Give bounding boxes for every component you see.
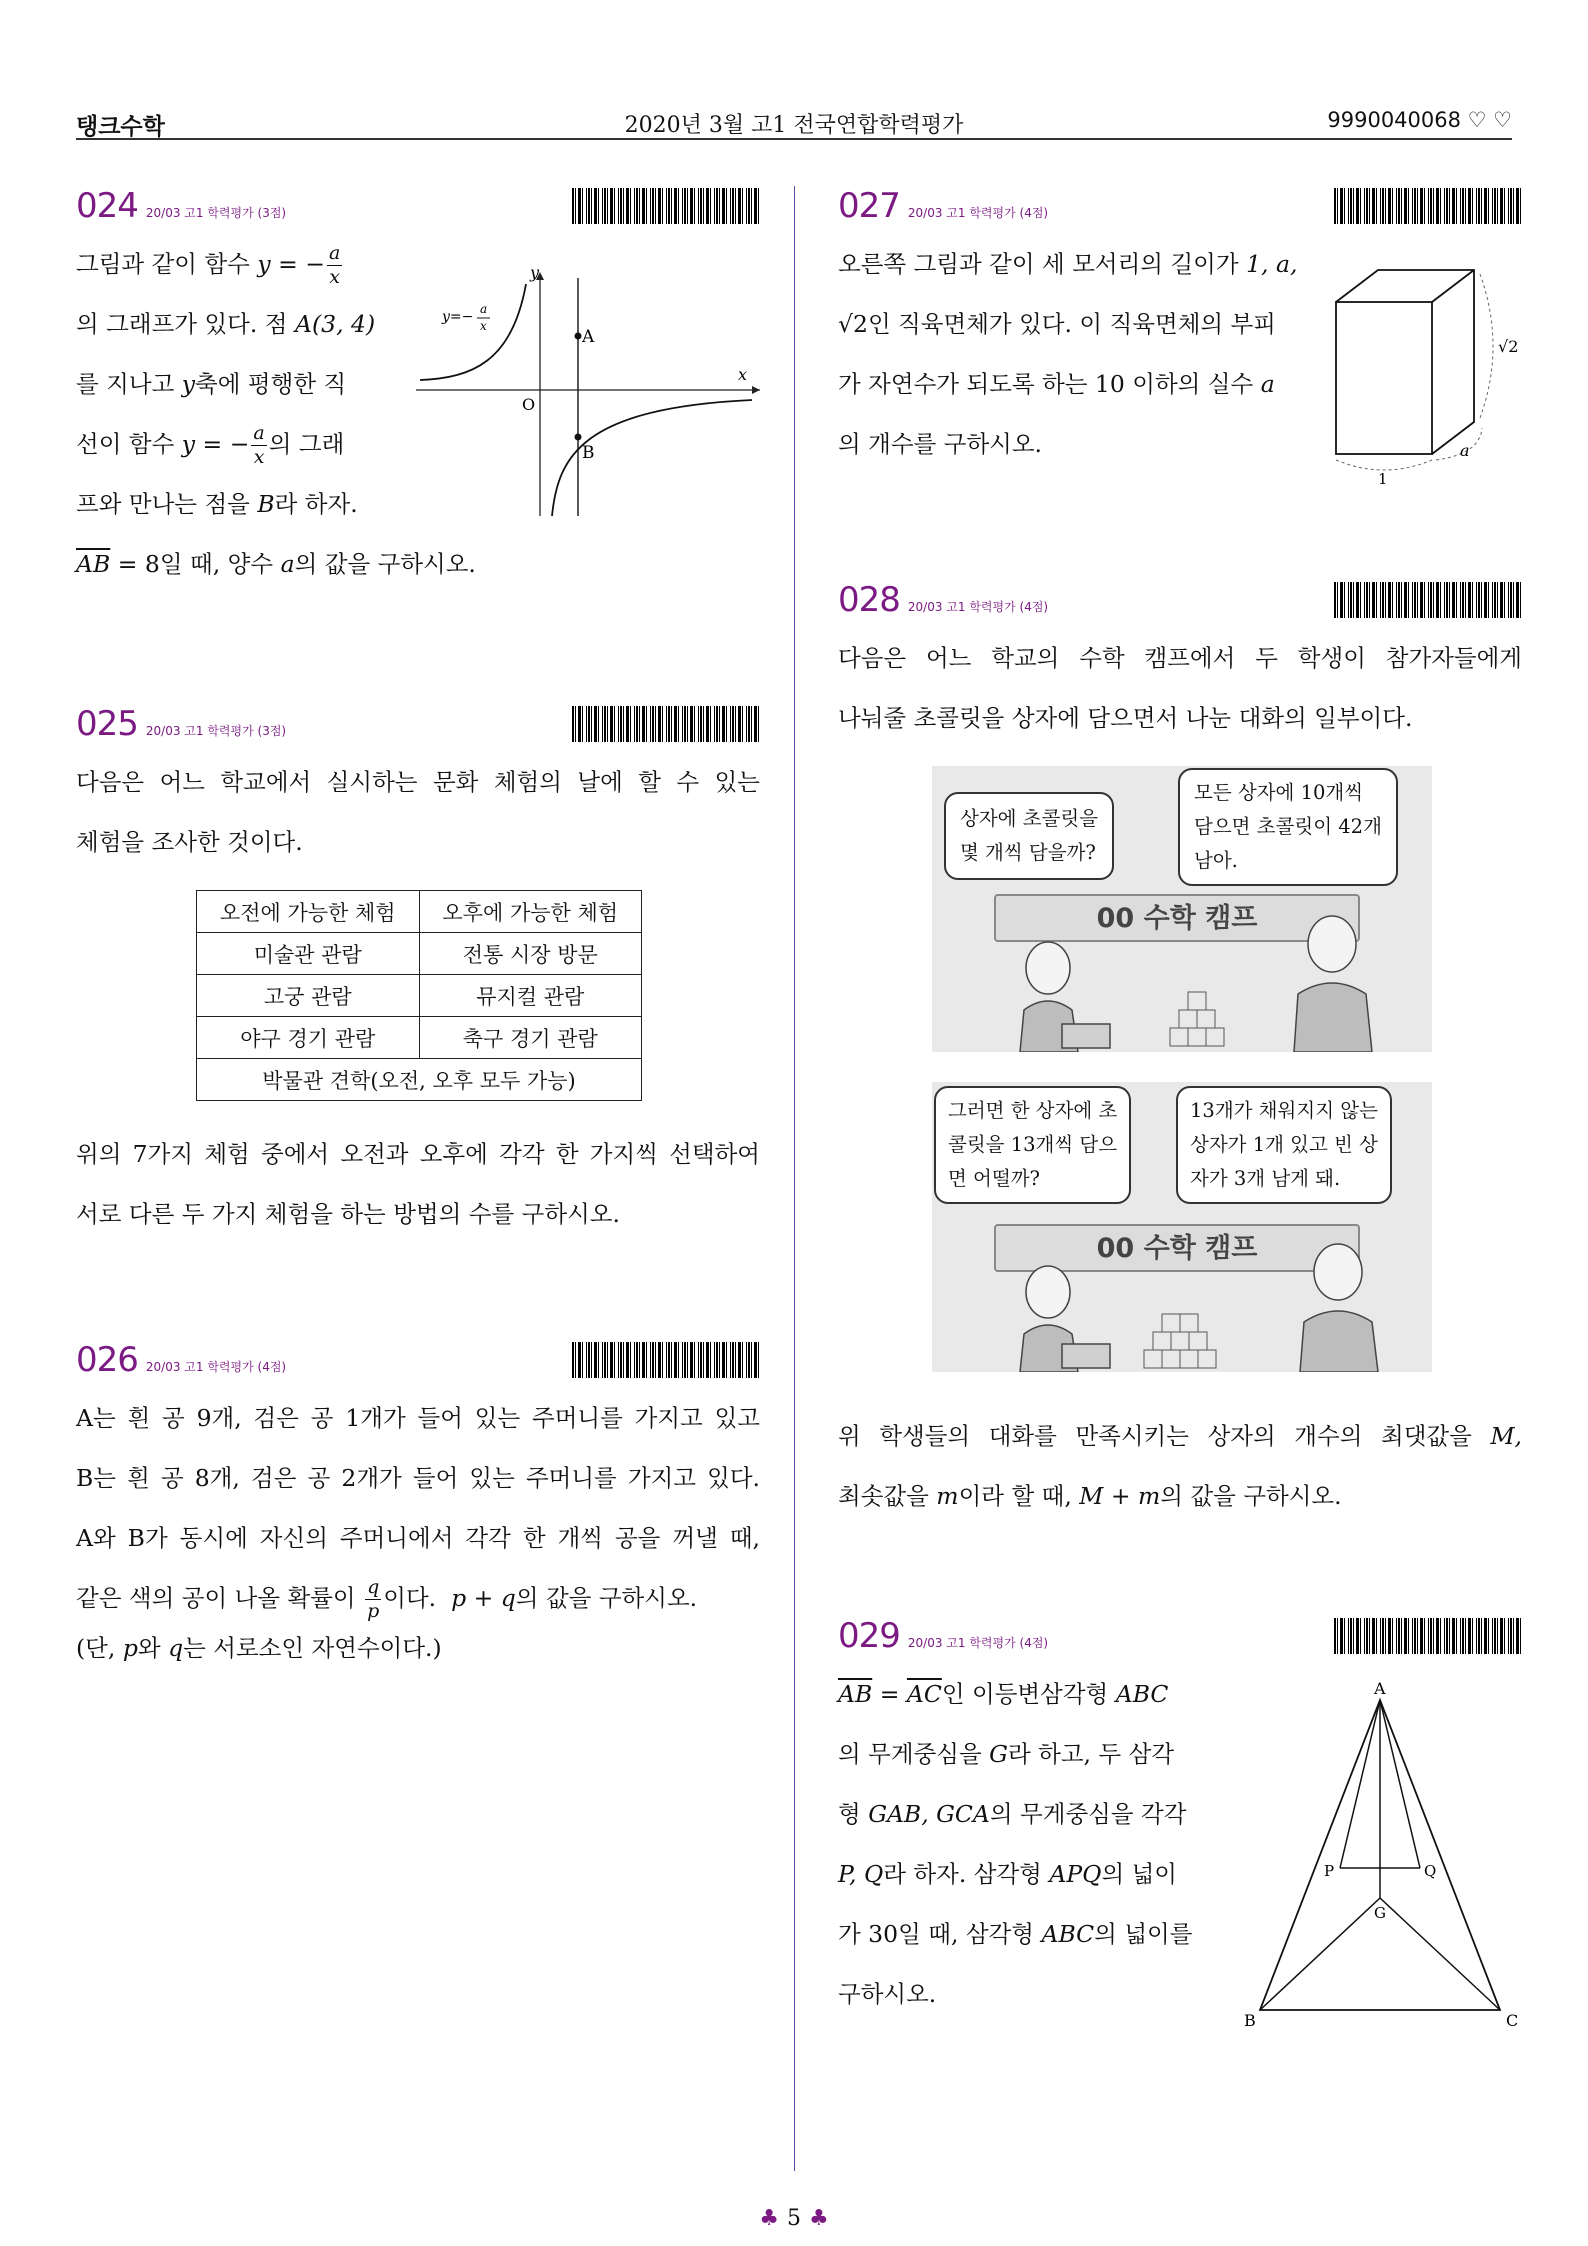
barcode-icon	[1334, 188, 1522, 224]
problem-028	[838, 580, 1522, 1510]
vertex-label: A	[1374, 1680, 1386, 1698]
problem-029	[838, 1616, 1522, 2028]
column-divider	[794, 186, 795, 2171]
vertex-label: G	[1374, 1904, 1386, 1922]
problem-number: 024	[76, 186, 138, 226]
barcode-icon	[572, 1342, 760, 1378]
problem-text: 다음은 어느 학교의 수학 캠프에서 두 학생이 참가자들에게 나눠줄 초콜릿을 상자에 담으면서 나눈 대화의 일부이다.	[838, 644, 1522, 732]
problem-number: 026	[76, 1340, 138, 1380]
vertex-label: B	[1244, 2011, 1256, 2028]
speech-bubble-right: 13개가 채워지지 않는 상자가 1개 있고 빈 상 자가 3개 남게 돼.	[1176, 1086, 1392, 1204]
barcode-icon	[1334, 1618, 1522, 1654]
barcode-icon	[1334, 582, 1522, 618]
problem-text: 다음은 어느 학교에서 실시하는 문화 체험의 날에 할 수 있는 체험을 조사한 것이다.	[76, 768, 760, 856]
svg-text:x: x	[480, 319, 487, 333]
edge-label: √2	[1498, 337, 1519, 356]
vertex-label: Q	[1424, 1862, 1437, 1880]
problem-text: 위 학생들의 대화를 만족시키는 상자의 개수의 최댓값을 M, 최솟값을 m이라 할 때, M + m의 값을 구하시오.	[838, 1422, 1522, 1510]
triangle-figure	[1242, 1680, 1524, 2028]
problem-025	[76, 704, 760, 1244]
edge-label: 1	[1378, 470, 1388, 486]
problem-number: 025	[76, 704, 138, 744]
y-axis-label: y	[530, 266, 540, 282]
club-icon: ♣	[809, 2206, 829, 2231]
barcode-icon	[572, 706, 760, 742]
document-code: 9990040068 ♡ ♡	[1327, 108, 1512, 132]
table-cell: 고궁 관람	[197, 975, 420, 1017]
exam-title: 2020년 3월 고1 전국연합학력평가	[624, 113, 964, 138]
problem-source: 20/03 고1 학력평가 (4점)	[907, 600, 1049, 614]
problem-number: 027	[838, 186, 900, 226]
problem-text: A는 흰 공 9개, 검은 공 1개가 들어 있는 주머니를 가지고 있고 B는 흰 공 8개, 검은 공 2개가 들어 있는 주머니를 가지고 있다. A와 B가 동시에 자신의 주머니에서 각각 한 개씩 공을 꺼낼 때, 같은 색의 공이 나올 확률이 $\frac{q}{p}$ 이다. p + q의 값을 구하시오. (단, p와 q는 서로소인 자연수이다.)	[76, 1404, 761, 1662]
table-header: 오전에 가능한 체험	[197, 891, 420, 933]
page-header	[76, 108, 1512, 140]
problem-header	[76, 186, 760, 234]
problem-source: 20/03 고1 학력평가 (3점)	[145, 724, 287, 738]
table-cell: 축구 경기 관람	[419, 1017, 642, 1059]
barcode-icon	[572, 188, 760, 224]
problem-source: 20/03 고1 학력평가 (4점)	[145, 1360, 287, 1374]
camp-banner: 00 수학 캠프	[994, 894, 1360, 942]
camp-banner: 00 수학 캠프	[994, 1224, 1360, 1272]
problem-number: 028	[838, 580, 900, 620]
table-cell: 전통 시장 방문	[419, 933, 642, 975]
problem-text: 위의 7가지 체험 중에서 오전과 오후에 각각 한 가지씩 선택하여 서로 다른 두 가지 체험을 하는 방법의 수를 구하시오.	[76, 1140, 760, 1228]
problem-header	[76, 1340, 760, 1388]
hyperbola-graph	[412, 266, 762, 518]
club-icon: ♣	[759, 2206, 779, 2231]
problem-source: 20/03 고1 학력평가 (4점)	[907, 1636, 1049, 1650]
edge-label: a	[1460, 441, 1470, 460]
problem-text: 오른쪽 그림과 같이 세 모서리의 길이가 1, a, √2인 직육면체가 있다. 이 직육면체의 부피 가 자연수가 되도록 하는 10 이하의 실수 a 의 개수를 구하시오.	[838, 250, 1298, 458]
problem-header	[838, 1616, 1522, 1664]
curve-label: y=−	[442, 309, 474, 325]
problem-number: 029	[838, 1616, 900, 1656]
problem-024	[76, 186, 760, 594]
table-cell: 박물관 견학(오전, 오후 모두 가능)	[197, 1059, 642, 1101]
table-cell: 뮤지컬 관람	[419, 975, 642, 1017]
vertex-label: P	[1324, 1862, 1335, 1880]
svg-text:a: a	[480, 302, 488, 316]
speech-bubble-left: 그러면 한 상자에 초 콜릿을 13개씩 담으 면 어떨까?	[934, 1086, 1131, 1204]
speech-bubble-left: 상자에 초콜릿을 몇 개씩 담을까?	[944, 792, 1114, 880]
vertex-label: C	[1506, 2011, 1519, 2028]
table-cell: 미술관 관람	[197, 933, 420, 975]
cuboid-figure	[1330, 266, 1524, 486]
x-axis-label: x	[738, 365, 748, 384]
problem-027	[838, 186, 1522, 486]
table-cell: 야구 경기 관람	[197, 1017, 420, 1059]
problem-source: 20/03 고1 학력평가 (3점)	[145, 206, 287, 220]
point-a-label: A	[582, 327, 595, 347]
problem-header	[76, 704, 760, 752]
problem-header	[838, 580, 1522, 628]
page-number: 5	[787, 2206, 801, 2231]
comic-panel-2	[932, 1082, 1432, 1372]
page-footer	[0, 2206, 1588, 2231]
problem-source: 20/03 고1 학력평가 (4점)	[907, 206, 1049, 220]
speech-bubble-right: 모든 상자에 10개씩 담으면 초콜릿이 42개 남아.	[1178, 768, 1398, 886]
problem-text: $\overline{AB} = \overline{AC}$인 이등변삼각형 ABC 의 무게중심을 G라 하고, 두 삼각 형 GAB, GCA의 무게중심을 각각 P, Q라 하자. 삼각형 APQ의 넓이 가 30일 때, 삼각형 ABC의 넓이를 구하시오.	[838, 1680, 1193, 2008]
problem-header	[838, 186, 1522, 234]
brand-name: 탱크수학	[76, 114, 165, 140]
point-b-label: B	[582, 443, 595, 463]
problem-text: 그림과 같이 함수 y = − $\frac{a}{x}$ 의 그래프가 있다. 점 A(3, 4) 를 지나고 y축에 평행한 직 선이 함수 y = − $\frac{a}{x}$ 의 그래 프와 만나는 점을 B라 하자. $\overline{AB} = 8$일 때, 양수 a의 값을 구하시오.	[76, 242, 476, 578]
problem-026	[76, 1340, 760, 1668]
origin-label: O	[522, 395, 536, 414]
experience-table	[196, 890, 642, 1101]
table-header: 오후에 가능한 체험	[419, 891, 642, 933]
comic-panel-1	[932, 766, 1432, 1052]
